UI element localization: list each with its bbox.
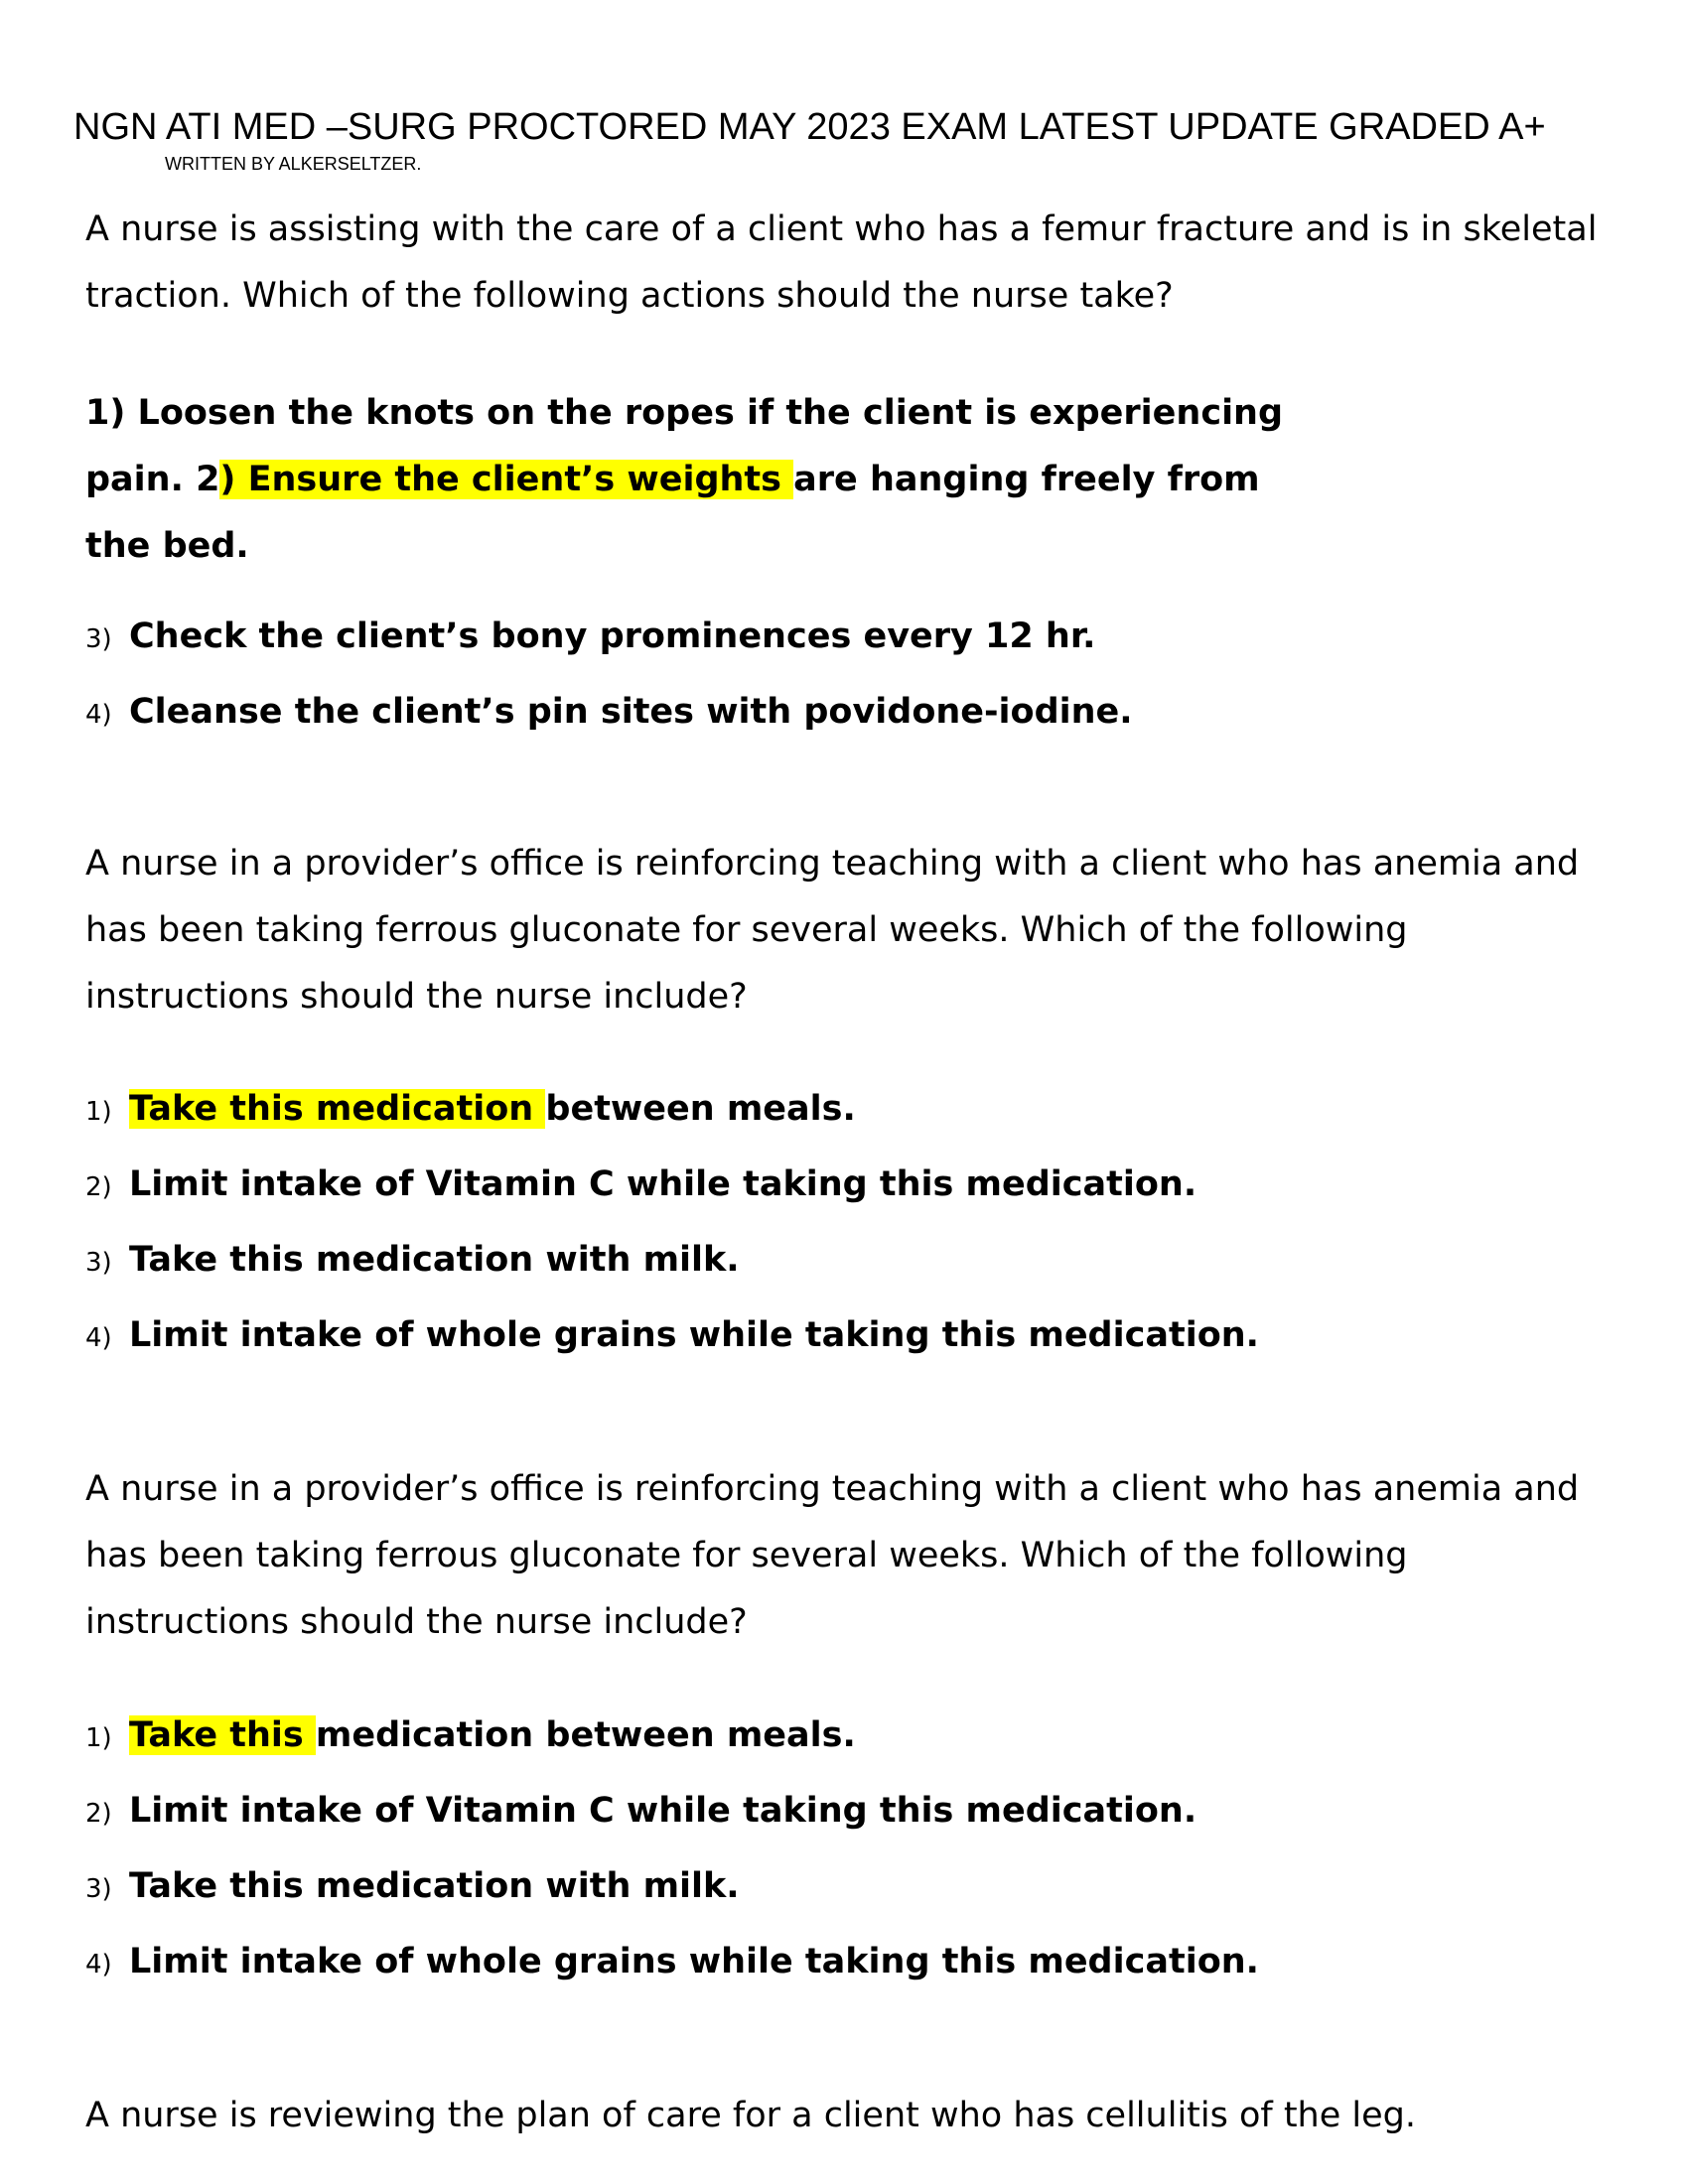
document-author: WRITTEN BY ALKERSELTZER.	[165, 154, 422, 174]
option-number: 1)	[85, 1097, 112, 1127]
q2-highlighted-text: Take this medication	[129, 1089, 546, 1129]
option-text: Check the client’s bony prominences every 12 hr.	[129, 616, 1096, 656]
option-text: Limit intake of Vitamin C while taking this medication.	[129, 1164, 1197, 1204]
option-text: Take this medication with milk.	[129, 1240, 740, 1280]
q1-highlighted-text: ) Ensure the client’s weights	[219, 460, 794, 499]
option-number: 2)	[85, 1799, 112, 1829]
option-number: 3)	[85, 624, 112, 654]
q3-stem-line-2: has been taking ferrous gluconate for several weeks. Which of the following	[85, 1536, 1408, 1575]
option-text: medication between meals.	[315, 1715, 856, 1755]
option-number: 4)	[85, 1323, 112, 1353]
option-text: Limit intake of Vitamin C while taking this medication.	[129, 1791, 1197, 1831]
q1-stem-line-2: traction. Which of the following actions should the nurse take?	[85, 276, 1174, 316]
q2-stem-line-1: A nurse in a provider’s office is reinforcing teaching with a client who has anemia and	[85, 844, 1580, 884]
option-number: 3)	[85, 1248, 112, 1278]
q2-option-3	[85, 1236, 740, 1287]
q4-stem-line-1: A nurse is reviewing the plan of care for a client who has cellulitis of the leg.	[85, 2096, 1416, 2135]
option-number: 3)	[85, 1874, 112, 1904]
option-text: Limit intake of whole grains while taking this medication.	[129, 1942, 1259, 1981]
option-text: Take this medication with milk.	[129, 1866, 740, 1906]
q1-option-line-2-start: pain. 2	[85, 460, 220, 499]
q2-option-4	[85, 1311, 1259, 1362]
option-number: 2)	[85, 1172, 112, 1202]
document-title: NGN ATI MED –SURG PROCTORED MAY 2023 EXAM LATEST UPDATE GRADED A+	[73, 106, 1546, 148]
q1-option-3	[85, 613, 1095, 663]
option-text: Limit intake of whole grains while taking this medication.	[129, 1315, 1259, 1355]
q3-option-3	[85, 1862, 740, 1913]
option-text: Cleanse the client’s pin sites with povidone-iodine.	[129, 692, 1133, 732]
q3-option-1	[85, 1711, 856, 1762]
q1-option-line-1: 1) Loosen the knots on the ropes if the client is experiencing	[85, 393, 1284, 433]
q1-stem-line-1: A nurse is assisting with the care of a client who has a femur fracture and is in skeletal	[85, 209, 1598, 249]
q3-stem-line-1: A nurse in a provider’s office is reinforcing teaching with a client who has anemia and	[85, 1469, 1580, 1509]
option-number: 4)	[85, 700, 112, 730]
q3-highlighted-text: Take this	[129, 1715, 316, 1755]
q3-option-4	[85, 1938, 1259, 1988]
q2-option-2	[85, 1160, 1196, 1211]
q1-option-line-3: the bed.	[85, 526, 249, 566]
option-text: between meals.	[545, 1089, 856, 1129]
q2-stem-line-2: has been taking ferrous gluconate for several weeks. Which of the following	[85, 910, 1408, 950]
q1-option-line-2	[85, 447, 1260, 513]
q1-option-4	[85, 688, 1133, 739]
q1-option-line-2-end: are hanging freely from	[793, 460, 1260, 499]
q2-stem-line-3: instructions should the nurse include?	[85, 977, 748, 1017]
option-number: 1)	[85, 1723, 112, 1753]
q2-option-1	[85, 1085, 856, 1136]
q3-stem-line-3: instructions should the nurse include?	[85, 1602, 748, 1642]
q3-option-2	[85, 1787, 1196, 1838]
option-number: 4)	[85, 1950, 112, 1979]
